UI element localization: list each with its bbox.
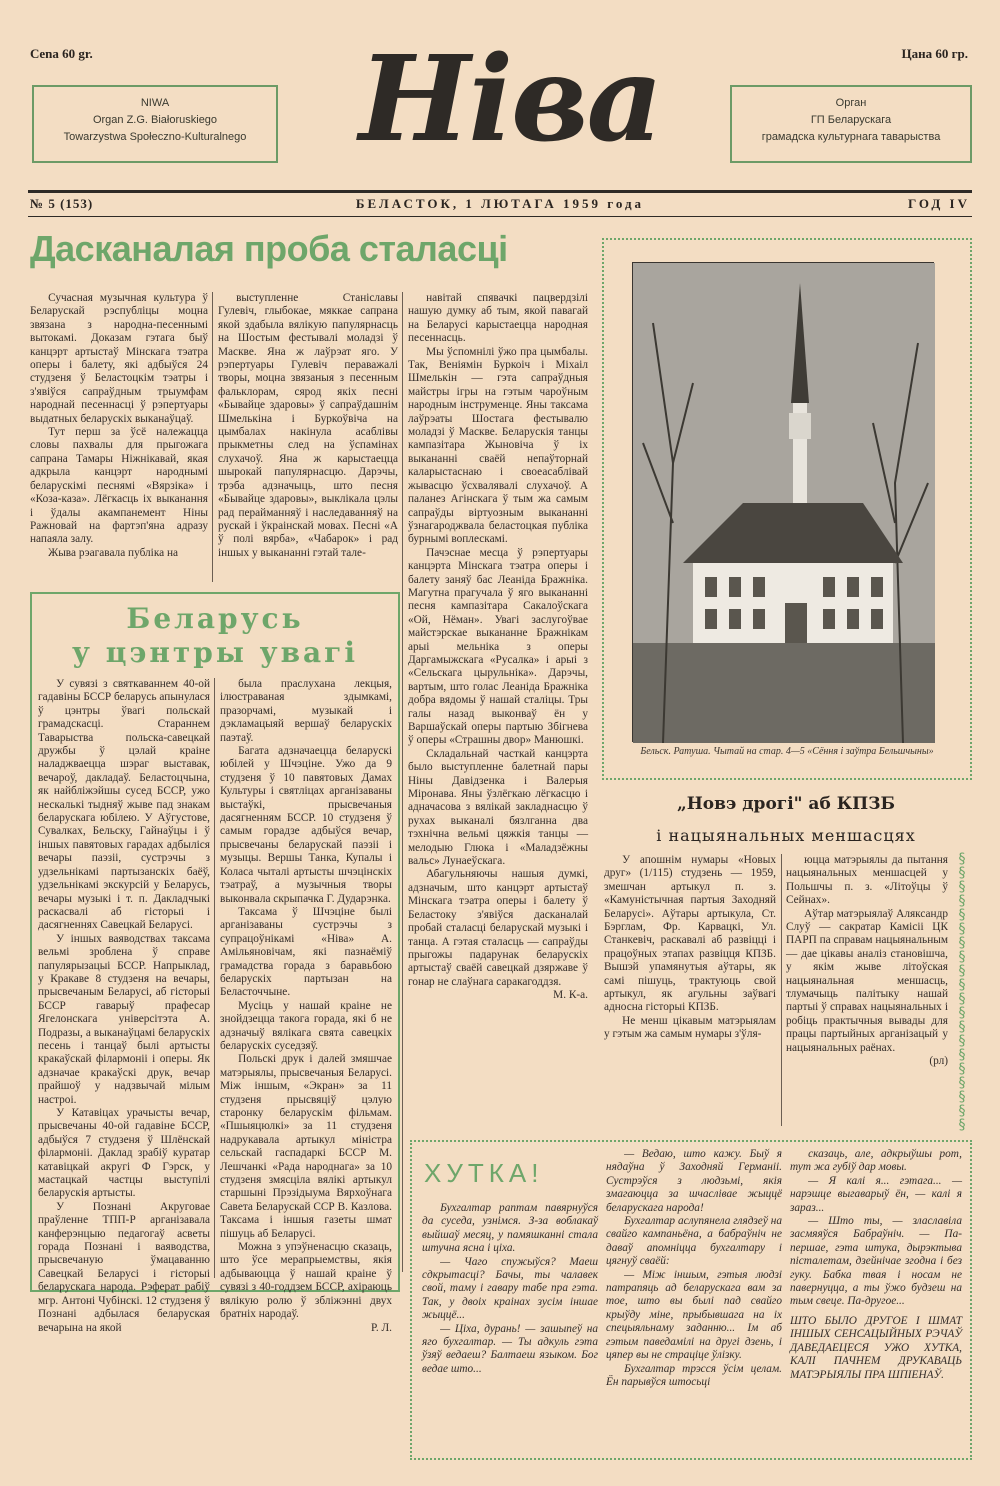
column-divider <box>781 854 782 1126</box>
article4-column-3 <box>790 1148 962 1456</box>
price-left: Cena 60 gr. <box>30 46 93 61</box>
article1-column-2 <box>218 292 398 584</box>
masthead-right-line-2: ГП Беларускага <box>810 114 892 126</box>
masthead-left-line-3: Towarzystwa Społeczno-Kulturalnego <box>63 131 247 143</box>
article4-col2-para: — Між іншым, гэтыя людзі патрапяць ад беларускага вам за тое, што вы былі пад свайго крыўду міне, прыбывшага на іх спецыяльнаму заданню... Ім аб гэтым паведамілі на другі дзень, і цяпер вы не страціце ўлізку. <box>606 1268 782 1362</box>
article3-column-1 <box>604 854 776 1134</box>
article4-col1-para: Бухгалтар раптам павярнуўся да суседа, узнімся. З-за воблакаў выйшаў месяц, у памяшканні стала штучна ясна і ціха. <box>422 1202 598 1255</box>
masthead-right-box <box>730 85 972 163</box>
article1-column-1 <box>30 292 208 582</box>
article4-col2-para: — Ведаю, што кажу. Быў я нядаўна ў Заходняй Германіі. Сустрэўся з людзьмі, якія змагаюцца за шчаслівае жыццё беларускага народа! <box>606 1148 782 1214</box>
article1-col1-para: Тут перш за ўсё належацца словы пахвалы для прыгожага сапрана Тамары Ніжнікавай, якая адкрыла канцэрт народнымі беларускімі песнямі «Вярзіка» і «Коза-каза». Лёгкасць іх выканання і ўдалы акампанемент Ніны Ражновай на фартэп'яна адразу напаяла залу. <box>30 426 208 546</box>
article1-col2-para: выступленне Станіславы Гулевіч, глыбокае, мяккае сапрана якой здабыла вялікую папулярнасць на Шостым фестывалі моладзі ў Маскве. Яна ж лаўрэат яго. У рэпертуары Гулевіч пераважалі творы, моцна звязаныя з песенным фальклорам, сярод якіх песні «Бывайце здаровы» ў сапраўдашнім Шмелькіна і Буркоўвіча на цымбалах накінула асаблівы прыкметны след на ўспамінах слухачоў. Яна ж карыстаецца шырокай папулярнасцю. Дарэчы, трэба адзначыць, што песня «Бывайце здаровы», выклікала цэлы рад перайманняў і наследаванняў на рускай і ўкраінскай мовах. Песні «А ў полі вярба», «Чабарок» і рад іншых у выкананні гэтай тале- <box>218 292 398 559</box>
article1-col3-para: Складальнай часткай канцэрта было выступленне балетнай пары Ніны Давідзенка і Валерыя Міронава. Яны ўзлёгкаю лёгкасцю і адначасова з вялікай закладнасцю ў рухах выканалі бязлганна два тэхнічна вельмі цяжкія танцы — мелодыю Глюка і «Маладзёжны вальс» Лунаеўскага. <box>408 747 588 868</box>
article1-col3-para: Мы ўспомнілі ўжо пра цымбалы. Так, Веніямін Буркоіч і Міхаіл Шмелькін — гэта сапраўдныя майстры ігры на гэтым чароўным народным інструменце. Яны таксама лаўрэаты Шостага фестывалю моладзі ў Маскве. Беларускія танцы кампазітара Жыновіча ў іх выкананні сваёй непаўторнай каларыстаснаю і своеасаблівай жывасцю ўсхвалявалі слухачоў. А паланез Агінскага ў тым жа самым сапраўды віртуозным выкананні ўзнагароджвала беластоцкая публіка бурнымі воплескамі. <box>408 345 588 546</box>
year-label: ГОД IV <box>907 196 970 211</box>
article2-headline-line-2: у цэнтры увагі <box>72 636 358 669</box>
article3-subheadline: і нацыянальных меншасцях <box>656 826 916 845</box>
article3-signature: (рл) <box>929 1055 948 1068</box>
article2-col1-para: У іншых ваяводствах таксама вельмі зроблена ў справе папулярызацыі БССР. Напрыклад, у Кракаве 8 студзеня на вечары, прысвечаным Беларусі, аб гісторыі БССР гаварыў прафесар Ягелонскага універсітэта А. Подразы, а выканаўцамі беларускіх песень і танцаў былі артысты кракаўскай філармоніі і оперы. Як адзначае кракаўскі друк, вечар прайшоў у надзвычай мілым настроі. <box>38 932 210 1106</box>
masthead-left-line-1: NIWA <box>140 97 170 109</box>
article1-col3-para: Пачэснае месца ў рэпертуары канцэрта Мінскага тэатра оперы і балету заняў бас Леаніда Бражніка. Магутна прагучала ў яго выкананні песня кампазітара Сакалоўскага «Ой, Нёман». Увагі заслугоўвае майстэрскае выкананне Бражнікам арыі мельніка з оперы Даргамыжскага «Русалка» і арыі з «Сельскага цырульніка». Дарэчы, вартым, што голас Леаніда Бражніка добра вядомы ў нашай сталіцы. Тры галы назад выконваў ён у Варшаўскай оперы партыю Збігнева ў оперы «Страшны двор» Манюшкі. <box>408 546 588 747</box>
article2-col1-para: У Катавіцах урачысты вечар, прысвечаны 40-ой гадавіне БССР, адбыўся 7 студзеня ў Шлёнскай філармоніі. Даклад зрабіў куратар катавіцкай акругі Ф Гэрск, у мастацкай частцы выступілі беларускія артысты. <box>38 1107 210 1200</box>
photo-box <box>602 238 972 780</box>
article2-column-1 <box>38 678 210 1334</box>
article4-box <box>410 1140 972 1460</box>
masthead-title: Ніва <box>358 29 662 168</box>
header-rule-top <box>28 190 972 193</box>
issue-number: № 5 (153) <box>30 196 94 211</box>
photo-caption: Бельск. Ратуша. Чытай на стар. 4—5 «Сёння і заўтра Бельшчыны» <box>640 746 934 757</box>
article1-headline: Дасканалая проба сталасці <box>30 228 508 269</box>
article3-col1-para: У апошнім нумары «Новых друг» (1/115) студзень — 1959, змешчан артыкул п. з. «Камуністычная партыя Заходняй Беларусі». Аўтары артыкула, Ст. Бэрглам, Фр. Карвацкі, Ул. Станкевіч, раскавалі аб развіцці і працоўных этапах развіцця КПЗБ. Вышэй упамянутыя аўтары, як самі пішуць, трактуюць свой артыкул, як агульны заўвагі адносна гісторыі КПЗБ. <box>604 854 776 1014</box>
article2-col2-para: Польскі друк і далей змяшчае матэрыялы, прысвечаныя Беларусі. Між іншым, «Экран» за 11 студзеня прысвяціў цэлую старонку беларускім фільмам. «Пшыяцюлкі» за 11 студзеня надрукавала артыкул міністра сельскай гаспадаркі БССР М. Лешчанкі «Рада народнага» за 10 студзеня змясціла вялікі артыкул старшыні Прэзідыума Вярхоўнага Савета Беларускай ССР В. Казлова. Таксама і іншыя газеты шмат пішуць аб Беларусі. <box>220 1053 392 1240</box>
article3-col2-para: Аўтар матэрыялаў Аляксандр Слуў — сакратар Камісіі ЦК ПАРП па справам нацыянальным — дае цікавы аналіз становішча, у якім жыве літоўская нацыянальная меншасць, тлумачыць палітыку нашай партыі ў справах нацыянальных і робіць практычныя вывады для працы партыйных арганізацый у нацыянальных раёнах. <box>786 907 948 1054</box>
town-hall-illustration <box>633 263 935 743</box>
article1-col3-para: навітай спявачкі пацвердзілі нашую думку аб тым, якой павагай на Беларусі карыстаецца народная песеннасць. <box>408 292 588 345</box>
article2-col2-para: Можна з упэўненасцю сказаць, што ўсе мерапрыемствы, якія адбываюцца ў нашай краіне ў сувязі з 40-годдзем БССР, ахіраюць вялікую ролю ў збліжэнні двух братніх народаў. <box>220 1241 392 1321</box>
article2-signature: Р. Л. <box>370 1321 392 1334</box>
article4-announcement: ШТО БЫЛО ДРУГОЕ І ШМАТ ІНШЫХ СЕНСАЦЫЙНЫХ РЭЧАЎ ДАВЕДАЕЦЕСЯ УЖО ХУТКА, КАЛІ ПАЧНЕМ ДРУКАВАЦЬ МАТЭРЫЯЛЫ ПРА ШПІЕНАЎ. <box>790 1314 962 1381</box>
masthead-left-line-2: Organ Z.G. Białoruskiego <box>92 114 218 126</box>
article2-col2-para: Таксама ў Шчэціне былі арганізаваны сустрэчы з супрацоўнікамі «Ніва» А. Амільяновічам, які пазнаёміў грамадства горада з баравьбою беларускіх партызан на Беласточчыне. <box>220 905 392 999</box>
article1-col3-para: Абагульняючы нашыя думкі, адзначым, што канцэрт артыстаў Мінскага тэатра оперы і балету ў Беластоку з'явіўся дасканалай пробай сталасці беларускай музыкі і танца. А гэтая сталасць — сапраўды прыгожы падарунак беларускіх артыстаў сваёй савецкай дзяржаве ў гонар не слаўнага саракагоддзя. <box>408 868 588 988</box>
article1-col1-para: Жыва рэагавала публіка на <box>48 546 179 559</box>
article2-column-2 <box>220 678 392 1334</box>
article2-col1-para: У Познані Акруговае праўленне ТПП-Р арганізавала канферэнцыю педагогаў асветы горада Познані і ваяводства, прысвечаную ўмацаванню Савецкай Беларусі і гісторыі беларускага народа. Рэферат рабіў мгр. Антоні Чубінскі. 12 студзеня ў Познані адбылася беларуская вечарына на якой <box>38 1200 210 1334</box>
article4-headline: ХУТКА! <box>424 1158 544 1188</box>
article3-col1-para: Не менш цікавым матэрыялам у гэтым жа самым нумары з'ўля- <box>604 1014 776 1041</box>
article2-headline-line-1: Беларусь <box>126 602 304 635</box>
header-rule-bottom <box>28 216 972 217</box>
article4-col3-para: сказаць, але, адкрыўшы рот, тут жа губіў дар мовы. <box>790 1148 962 1174</box>
decorative-wave-border: § § § § § § § § § § § § § § § § § § § § <box>958 851 966 1133</box>
article4-col1-para: — Чаго спужыўся? Маеш сдкрытасці? Бачы, ты чалавек свой, таму і гавару табе пра гэта. Так, у двоіх краінах зусім іншае жыццё... <box>422 1255 598 1322</box>
masthead-left-box <box>32 85 278 163</box>
column-divider <box>212 292 213 582</box>
article4-col3-para: — Я калі я... гэтага... — нарэшце выгаварыў ён, — калі я зараз... <box>790 1174 962 1214</box>
price-right: Цана 60 гр. <box>901 46 968 61</box>
masthead-right-line-1: Орган <box>835 97 867 109</box>
article4-column-2 <box>606 1148 782 1456</box>
column-divider <box>402 292 403 1272</box>
article2-col1-para: У сувязі з святкаваннем 40-ой гадавіны БССР беларусь апынулася ў цэнтры ўвагі польскай грамадскасці. Стараннем Таварыства польска-савецкай дружбы ў цэлай краіне наладжваецца шэраг выставак, вечароў, дакладаў. Беластоцчына, як найбліжэйшы сусед БССР, ужо нескалькі тыдняў жыве пад знакам беларускага юбілею. У Аўгустове, Сувалках, Бельску, Гайнаўцы і ў іншых павятовых гарадах адбыліся вечары паэзіі, сустрэчы з удзельнікамі партызанскіх баёў, удзельнікамі экскурсій у Беларусь, вечары музыкі і т. п. Дакладчыкі раскасвалі аб гісторыі і дасягненнях Савецкай Беларусі. <box>38 678 210 932</box>
town-hall-photo <box>632 262 934 742</box>
article4-col3-para: — Што ты, — злаславіла засмяяўся Бабраўніч. — Па-першае, гэта штука, дырэктыва пісталетам, дзейнічае згодна і без гуку. Бабка твая і носам не павернуцца, а ты ўжо будзеш на тым свеце. Па-другое... <box>790 1215 962 1308</box>
article1-col1-para: Сучасная музычная культура ў Беларускай рэспубліцы моцна звязана з народна-песеннымі вытокамі. Доказам гэтага быў канцэрт артыстаў Мінскага тэатра оперы і балету, які адбыўся 24 студзеня ў Беластоцкім тэатры і з'явіўся сапраўдным трыумфам народнай песеннасці ў рэпертуары выдатных беларускіх выканаўцаў. <box>30 292 208 425</box>
article3-headline: „Новэ дрогі" аб КПЗБ <box>676 794 896 814</box>
article2-col2-para: была праслухана лекцыя, ілюстраваная здымкамі, празорчамі, музыкай і дэкламацыяй вершаў беларускіх паэтаў. <box>220 678 392 744</box>
column-divider <box>214 678 215 1278</box>
masthead-right-line-3: грамадска культурнага таварыства <box>761 131 941 143</box>
article4-col2-para: Бухгалтар аслупянела глядзеў на свайго кампаньёна, а бабраўніч не даваў апомніцца бухгалтару і цягнуў сваёй: <box>606 1215 782 1268</box>
dateline: БЕЛАСТОК, 1 ЛЮТАГА 1959 года <box>355 196 645 211</box>
article1-signature: М. К-а. <box>553 989 588 1002</box>
article4-col2-para: Бухгалтар трэсся ўсім целам. Ён парывўся штосьці <box>606 1362 782 1388</box>
article2-col2-para: Мусіць у нашай краіне не знойдзецца такога горада, які б не адзначыў вялікага свята савецкіх беларускіх суседзяў. <box>220 999 392 1052</box>
article4-col1-para: — Ціха, дурань! — зашыпеў на яго бухгалтар. — Ты адкуль гэта ўзяў ведаеш? Балтаеш языком. Бог ведае што... <box>422 1322 598 1375</box>
article4-column-1 <box>422 1202 598 1456</box>
article2-box <box>30 592 400 1334</box>
article3-col2-para: юцца матэрыялы да пытання нацыянальных меншасцей у Польшчы п. з. «Літоўцы ў Сейнах». <box>786 854 948 907</box>
article2-col2-para: Багата адзначаецца беларускі юбілей у Шчэціне. Ужо да 9 студзеня ў 10 павятовых Дамах Культуры і святліцах арганізаваны выстаўкі, прысвечаныя дасягненням БССР. 10 студзеня ў самым горадзе адбыўся вечар, прысвечаны беларускай паэзіі і музыцы. Вершы Танка, Купалы і Коласа чыталі артысты шчэцінскіх тэатраў, а музычныя творы выконвала скрыпачка Г. Дударэнка. <box>220 745 392 905</box>
article3-column-2 <box>786 854 948 1134</box>
